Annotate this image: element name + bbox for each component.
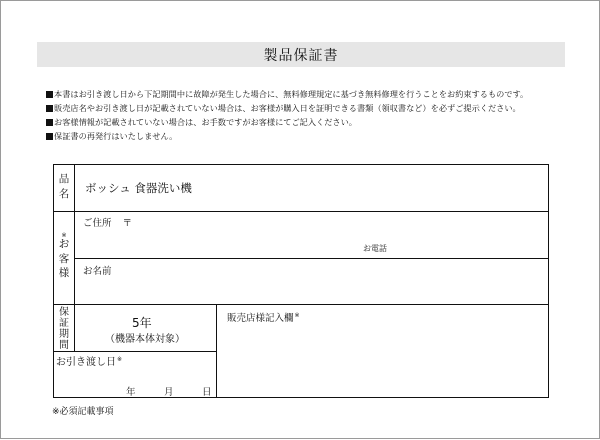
product-name-value[interactable]: ボッシュ 食器洗い機 — [85, 181, 192, 195]
delivery-day-unit: 日 — [202, 387, 212, 398]
label-char: 保 — [59, 307, 69, 318]
label-char: 間 — [59, 340, 69, 351]
note-text: お客様情報が記載されていない場合は、お手数ですがお客様にてご記入ください。 — [54, 117, 357, 127]
label-char: お — [58, 238, 70, 250]
required-mark: ※ — [117, 355, 123, 363]
label-char: 客 — [58, 252, 70, 265]
delivery-date-label: お引き渡し日 — [56, 357, 116, 368]
product-name-label — [53, 174, 75, 199]
address-field[interactable] — [83, 215, 132, 229]
note-text: 保証書の再発行はいたしません。 — [54, 131, 178, 141]
name-field[interactable] — [83, 263, 112, 277]
delivery-month-unit: 月 — [164, 387, 174, 398]
label-char: 証 — [59, 318, 69, 329]
dealer-entry-field[interactable] — [227, 310, 300, 324]
warranty-period-value: 5年 — [132, 316, 152, 330]
page-title: 製品保証書 — [37, 42, 565, 67]
label-char: 名 — [58, 187, 70, 200]
phone-label: お電話 — [363, 244, 387, 253]
address-label: ご住所 — [83, 218, 112, 229]
note-text: 販売店名やお引き渡し日が記載されていない場合は、お客様が購入日を証明できる書類（領収書など）を必ずご提示ください。 — [54, 103, 521, 113]
label-char: 様 — [58, 267, 70, 279]
warranty-period-label — [53, 308, 75, 351]
warranty-scope: （機器本体対象） — [105, 334, 185, 345]
postal-mark: 〒 — [122, 218, 133, 229]
required-mark: ※ — [61, 232, 67, 239]
phone-field[interactable] — [363, 243, 387, 254]
delivery-year-unit: 年 — [126, 387, 136, 398]
dealer-entry-label: 販売店様記入欄 — [227, 313, 294, 324]
delivery-date-field[interactable] — [56, 353, 122, 368]
required-mark: ※ — [294, 311, 300, 319]
customer-label — [53, 233, 75, 279]
label-char: 品 — [58, 173, 70, 185]
note-text: 本書はお引き渡し日から下記期間中に故障が発生した場合に、無料修理規定に基づき無料修理を行うことをお約束するものです。 — [54, 89, 529, 99]
name-label: お名前 — [83, 266, 112, 277]
label-char: 期 — [59, 329, 69, 340]
required-items-note: ※必須記載事項 — [52, 407, 114, 417]
